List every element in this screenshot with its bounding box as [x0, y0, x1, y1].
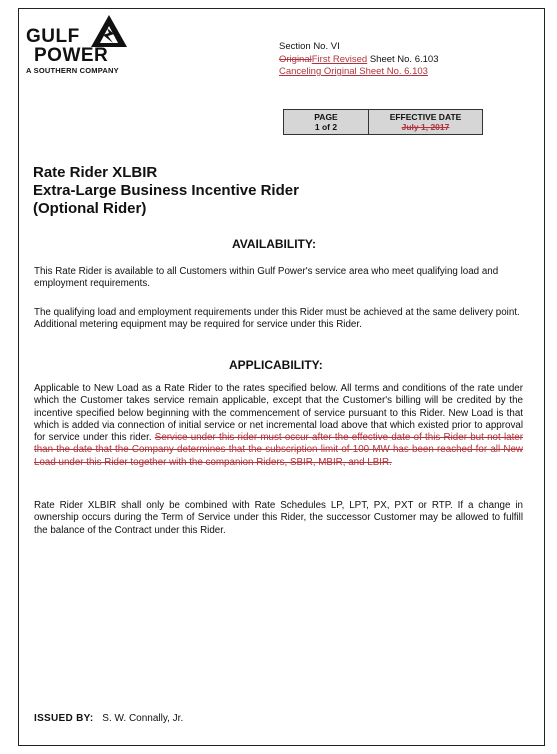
availability-paragraph-2: The qualifying load and employment requirements under this Rider must be achieved at the same delivery point. Additional metering equipment may be required for service under this Rider. [34, 307, 520, 331]
applicability-paragraph-2: Rate Rider XLBIR shall only be combined with Rate Schedules LP, LPT, PX, PXT or RTP. If a change in ownership occurs during the Term of Service under this Rider, the successor Customer may be allowed to fulfill the balance of the Contract under this Rider. [34, 500, 523, 536]
title-line-1: Rate Rider XLBIR [33, 164, 158, 181]
canceling-line: Canceling Original Sheet No. 6.103 [279, 66, 428, 77]
applicability-heading: APPLICABILITY: [229, 358, 323, 372]
logo-tagline: A SOUTHERN COMPANY [26, 66, 119, 75]
effective-date-value: July 1, 2017 [401, 122, 450, 132]
title-line-3: (Optional Rider) [33, 200, 147, 217]
issued-by [34, 713, 183, 724]
triangle-logo-icon [90, 14, 128, 48]
page-effective-table [283, 109, 483, 135]
sheet-inserted-text: First Revised [311, 53, 368, 65]
gulf-power-logo [26, 14, 138, 78]
page-label: PAGE [314, 112, 338, 122]
issued-by-label: ISSUED BY: [34, 713, 94, 724]
availability-heading: AVAILABILITY: [232, 237, 316, 251]
sheet-struck-text: Original [279, 53, 312, 65]
sheet-number-line [279, 54, 439, 67]
sheet-rest-text: Sheet No. 6.103 [367, 53, 439, 65]
effective-date-cell [369, 110, 482, 134]
section-number: Section No. VI [279, 41, 340, 52]
title-line-2: Extra-Large Business Incentive Rider [33, 182, 299, 199]
rider-title [33, 164, 299, 218]
page-value: 1 of 2 [314, 122, 338, 132]
effective-date-label: EFFECTIVE DATE [389, 112, 462, 122]
issuer-name: S. W. Connally, Jr. [102, 713, 184, 724]
applicability-struck-text: Service under this rider must occur after the effective date of this Rider but not later than the date that the Company determines that the subscription limit of 100 MW has been reached for all New Load under this Rider together with the companion Riders, SBIR, MBIR, and LBIR. [34, 432, 523, 468]
sheet-header [279, 41, 439, 79]
applicability-paragraph-1 [34, 383, 523, 469]
logo-gulf-text: GULF [26, 26, 80, 47]
page-cell [284, 110, 369, 134]
logo-power-text: POWER [34, 45, 109, 66]
availability-paragraph-1: This Rate Rider is available to all Customers within Gulf Power's service area who meet qualifying load and employment requirements. [34, 266, 499, 290]
applicability-text: Applicable to New Load as a Rate Rider to the rates specified below. All terms and conditions of the rate under which the Customer takes service remain applicable, except that the Customer's billing will be credited by the incentive specified below beginning with the commencement of service pursuant to this Rider. New Load is that which is added via connection of initial service or net incremental load above that which existed prior to approval for service under this rider. [34, 383, 523, 444]
